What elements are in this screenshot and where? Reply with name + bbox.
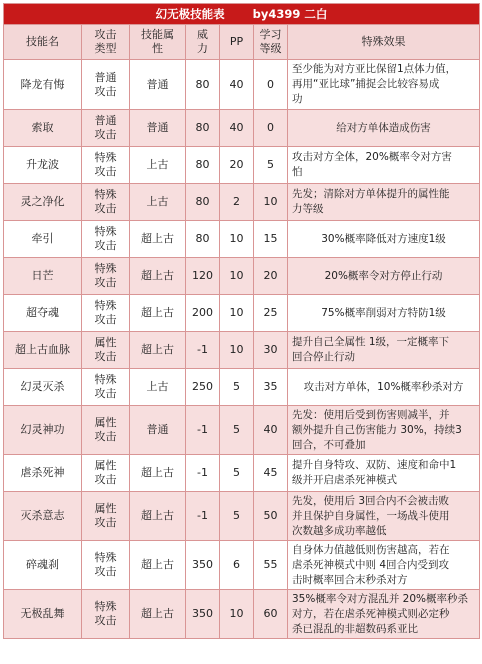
power-cell: 350 <box>186 541 220 590</box>
cell-line: PP <box>229 35 244 48</box>
cell-line: 特殊 <box>94 188 117 201</box>
cell-line: 自身体力值越低则伤害越高，若在 <box>292 543 450 556</box>
learn-level-cell: 45 <box>254 455 288 492</box>
power-cell: 80 <box>186 184 220 221</box>
learn-level-cell: 10 <box>254 184 288 221</box>
cell-line: 攻击 <box>94 239 117 252</box>
cell-line: 攻击 <box>94 516 117 529</box>
table-title: 幻无极技能表 <box>155 7 225 21</box>
learn-level-cell: 55 <box>254 541 288 590</box>
cell-line: 攻击 <box>94 473 117 486</box>
skill-name-cell: 幻灵神功 <box>4 406 82 455</box>
power-cell: -1 <box>186 406 220 455</box>
cell-line: 力等级 <box>292 203 324 215</box>
table-row <box>4 147 480 184</box>
cell-line: 再用“亚比球”捕捉会比较容易成 <box>292 78 440 90</box>
attack-type-cell <box>82 295 130 332</box>
table-byline: by4399 二白 <box>252 7 328 21</box>
special-effect-cell <box>288 295 480 332</box>
learn-level-cell: 60 <box>254 590 288 639</box>
skill-name-cell: 索取 <box>4 110 82 147</box>
learn-level-cell: 20 <box>254 258 288 295</box>
cell-line: 特殊 <box>94 262 117 275</box>
cell-line: 特殊 <box>94 151 117 164</box>
power-cell: -1 <box>186 332 220 369</box>
skill-attribute-cell: 上古 <box>130 184 186 221</box>
table-row <box>4 541 480 590</box>
power-cell: -1 <box>186 492 220 541</box>
cell-line: 攻击 <box>94 565 117 578</box>
cell-line: 攻击 <box>94 128 117 141</box>
column-header <box>82 25 130 60</box>
cell-line: 攻击 <box>94 165 117 178</box>
column-header <box>220 25 254 60</box>
special-effect-cell <box>288 147 480 184</box>
learn-level-cell: 25 <box>254 295 288 332</box>
learn-level-cell: 0 <box>254 110 288 147</box>
attack-type-cell <box>82 258 130 295</box>
special-effect-cell <box>288 110 480 147</box>
skill-attribute-cell: 超上古 <box>130 590 186 639</box>
pp-cell: 5 <box>220 455 254 492</box>
attack-type-cell <box>82 492 130 541</box>
skill-name-cell: 超上古血脉 <box>4 332 82 369</box>
pp-cell: 40 <box>220 60 254 110</box>
attack-type-cell <box>82 221 130 258</box>
cell-line: 等级 <box>259 42 282 55</box>
pp-cell: 10 <box>220 295 254 332</box>
table-row <box>4 60 480 110</box>
table-row <box>4 406 480 455</box>
cell-line: 功 <box>292 93 303 105</box>
special-effect-cell <box>288 406 480 455</box>
cell-line: 先发，使用后 3回合内不会被击败 <box>292 494 450 507</box>
skill-name-cell: 灭杀意志 <box>4 492 82 541</box>
cell-line: 属性 <box>94 336 117 349</box>
pp-cell: 10 <box>220 590 254 639</box>
skill-attribute-cell: 普通 <box>130 60 186 110</box>
pp-cell: 40 <box>220 110 254 147</box>
title-row <box>4 4 480 25</box>
column-header <box>130 25 186 60</box>
cell-line: 学习 <box>259 28 282 41</box>
table-row <box>4 455 480 492</box>
cell-line: 攻击 <box>94 202 117 215</box>
skill-name-cell: 超夺魂 <box>4 295 82 332</box>
special-effect-cell <box>288 221 480 258</box>
skill-attribute-cell: 超上古 <box>130 221 186 258</box>
cell-line: 力 <box>197 42 208 55</box>
skill-name-cell: 灵之净化 <box>4 184 82 221</box>
special-effect-cell <box>288 60 480 110</box>
cell-line: 攻击 <box>94 430 117 443</box>
cell-line: 怕 <box>292 166 303 178</box>
cell-line: 20%概率令对方停止行动 <box>324 269 443 282</box>
cell-line: 先发：使用后受到伤害则减半，并 <box>292 408 450 421</box>
attack-type-cell <box>82 184 130 221</box>
power-cell: 80 <box>186 221 220 258</box>
table-row <box>4 590 480 639</box>
attack-type-cell <box>82 406 130 455</box>
table-row <box>4 110 480 147</box>
special-effect-cell <box>288 455 480 492</box>
power-cell: 80 <box>186 147 220 184</box>
attack-type-cell <box>82 455 130 492</box>
skill-name-cell: 日芒 <box>4 258 82 295</box>
cell-line: 先发；清除对方单体提升的属性能 <box>292 188 450 200</box>
cell-line: 击时概率回合末秒杀对方 <box>292 573 408 586</box>
skill-name-cell: 幻灵灭杀 <box>4 369 82 406</box>
special-effect-cell <box>288 258 480 295</box>
skill-attribute-cell: 超上古 <box>130 541 186 590</box>
skill-table <box>3 3 480 639</box>
table-row <box>4 492 480 541</box>
cell-line: 技能名 <box>26 35 59 48</box>
skill-attribute-cell: 超上古 <box>130 258 186 295</box>
attack-type-cell <box>82 147 130 184</box>
cell-line: 额外提升自己伤害能力 30%，持续3 <box>292 423 462 436</box>
pp-cell: 5 <box>220 406 254 455</box>
pp-cell: 6 <box>220 541 254 590</box>
skill-attribute-cell: 上古 <box>130 147 186 184</box>
cell-line: 杀已混乱的非超数码系亚比 <box>292 622 418 635</box>
cell-line: 攻击对方全体，20%概率令对方害 <box>292 151 452 163</box>
header-row <box>4 25 480 60</box>
cell-line: 对方，若在虐杀死神模式则必定秒 <box>292 607 450 620</box>
skill-name-cell: 牵引 <box>4 221 82 258</box>
cell-line: 特殊 <box>94 600 117 613</box>
power-cell: 120 <box>186 258 220 295</box>
pp-cell: 2 <box>220 184 254 221</box>
skill-name-cell: 碎魂刹 <box>4 541 82 590</box>
cell-line: 至少能为对方亚比保留1点体力值， <box>292 63 457 75</box>
pp-cell: 10 <box>220 221 254 258</box>
pp-cell: 10 <box>220 258 254 295</box>
learn-level-cell: 15 <box>254 221 288 258</box>
attack-type-cell <box>82 541 130 590</box>
table-row <box>4 295 480 332</box>
attack-type-cell <box>82 110 130 147</box>
table-row <box>4 258 480 295</box>
power-cell: -1 <box>186 455 220 492</box>
skill-attribute-cell: 超上古 <box>130 295 186 332</box>
cell-line: 普通 <box>94 114 117 127</box>
column-header <box>254 25 288 60</box>
cell-line: 虐杀死神模式中则 4回合内受到攻 <box>292 558 450 571</box>
cell-line: 次数越多成功率越低 <box>292 524 387 537</box>
attack-type-cell <box>82 332 130 369</box>
skill-attribute-cell: 上古 <box>130 369 186 406</box>
column-header <box>288 25 480 60</box>
cell-line: 35%概率令对方混乱并 20%概率秒杀 <box>292 592 469 605</box>
learn-level-cell: 5 <box>254 147 288 184</box>
cell-line: 给对方单体造成伤害 <box>336 121 431 134</box>
special-effect-cell <box>288 541 480 590</box>
table-row <box>4 221 480 258</box>
cell-line: 属性 <box>94 416 117 429</box>
learn-level-cell: 50 <box>254 492 288 541</box>
skill-name-cell: 虐杀死神 <box>4 455 82 492</box>
cell-line: 并且保护自身属性，一场战斗使用 <box>292 509 450 522</box>
skill-attribute-cell: 超上古 <box>130 492 186 541</box>
power-cell: 350 <box>186 590 220 639</box>
cell-line: 攻击 <box>94 84 117 98</box>
cell-line: 特殊 <box>94 551 117 564</box>
cell-line: 提升自身特攻、双防、速度和命中1 <box>292 459 457 471</box>
table-row <box>4 332 480 369</box>
cell-line: 特殊效果 <box>361 35 406 48</box>
special-effect-cell <box>288 590 480 639</box>
cell-line: 普通 <box>94 70 117 84</box>
learn-level-cell: 40 <box>254 406 288 455</box>
special-effect-cell <box>288 492 480 541</box>
cell-line: 技能属 <box>141 28 174 41</box>
skill-attribute-cell: 超上古 <box>130 332 186 369</box>
attack-type-cell <box>82 590 130 639</box>
attack-type-cell <box>82 369 130 406</box>
skill-attribute-cell: 超上古 <box>130 455 186 492</box>
cell-line: 级并开启虐杀死神模式 <box>292 474 397 486</box>
cell-line: 回合，不可叠加 <box>292 438 366 451</box>
attack-type-cell <box>82 60 130 110</box>
skill-table-container <box>3 3 479 639</box>
pp-cell: 5 <box>220 369 254 406</box>
cell-line: 属性 <box>94 459 117 472</box>
power-cell: 80 <box>186 110 220 147</box>
pp-cell: 20 <box>220 147 254 184</box>
cell-line: 属性 <box>94 502 117 515</box>
column-header <box>186 25 220 60</box>
table-row <box>4 184 480 221</box>
cell-line: 攻击 <box>94 387 117 400</box>
cell-line: 特殊 <box>94 299 117 312</box>
table-title-cell <box>4 4 480 25</box>
cell-line: 特殊 <box>94 373 117 386</box>
pp-cell: 10 <box>220 332 254 369</box>
cell-line: 75%概率削弱对方特防1级 <box>321 306 446 319</box>
power-cell: 80 <box>186 60 220 110</box>
column-header <box>4 25 82 60</box>
skill-attribute-cell: 普通 <box>130 110 186 147</box>
learn-level-cell: 35 <box>254 369 288 406</box>
cell-line: 30%概率降低对方速度1级 <box>321 232 446 245</box>
cell-line: 攻击 <box>94 313 117 326</box>
cell-line: 类型 <box>94 42 117 55</box>
special-effect-cell <box>288 332 480 369</box>
cell-line: 攻击对方单体，10%概率秒杀对方 <box>303 380 464 393</box>
special-effect-cell <box>288 369 480 406</box>
cell-line: 攻击 <box>94 350 117 363</box>
cell-line: 攻击 <box>94 276 117 289</box>
learn-level-cell: 0 <box>254 60 288 110</box>
cell-line: 攻击 <box>94 28 117 41</box>
cell-line: 攻击 <box>94 614 117 627</box>
cell-line: 威 <box>197 28 208 41</box>
skill-attribute-cell: 普通 <box>130 406 186 455</box>
pp-cell: 5 <box>220 492 254 541</box>
skill-name-cell: 无极乱舞 <box>4 590 82 639</box>
power-cell: 250 <box>186 369 220 406</box>
learn-level-cell: 30 <box>254 332 288 369</box>
cell-line: 性 <box>152 42 163 55</box>
cell-line: 回合停止行动 <box>292 351 355 363</box>
table-row <box>4 369 480 406</box>
special-effect-cell <box>288 184 480 221</box>
skill-name-cell: 升龙波 <box>4 147 82 184</box>
cell-line: 特殊 <box>94 225 117 238</box>
power-cell: 200 <box>186 295 220 332</box>
skill-name-cell: 降龙有悔 <box>4 60 82 110</box>
cell-line: 提升自己全属性 1级，一定概率下 <box>292 336 450 348</box>
